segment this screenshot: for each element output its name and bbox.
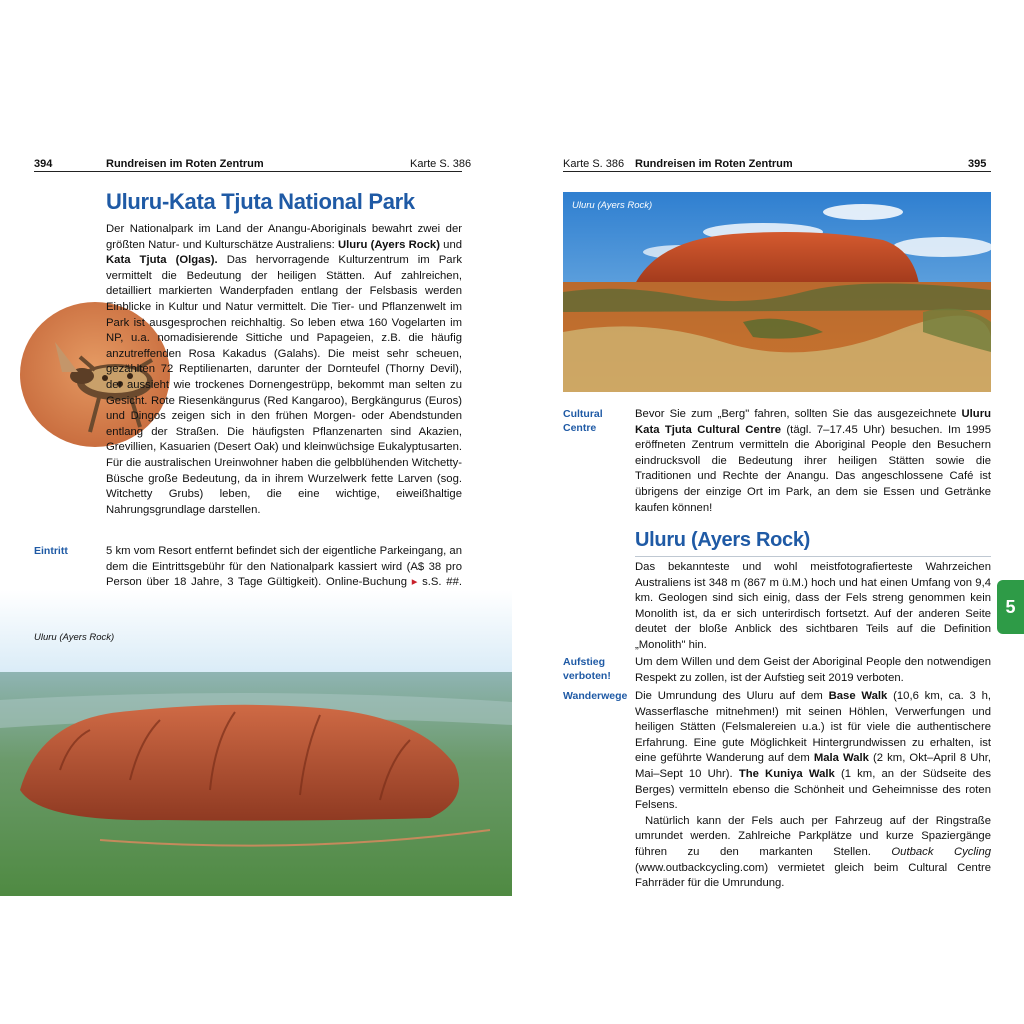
- right-photo-caption: Uluru (Ayers Rock): [572, 200, 653, 211]
- left-heading: Uluru-Kata Tjuta National Park: [106, 189, 415, 214]
- uluru-text: Das bekannteste und wohl meistfotografierteste Wahrzeichen Australiens ist 348 m (867 m ü.M.) hoch und hat einen Umfang von 9,4 km. Geologen sind sich einig, dass der Fels streng genommen kein Monolith ist, da er sich unterirdisch fortsetzt. Auf der anderen Seite deutet der bloße Anblick des sichtbaren Teils auf die Definition „Monolith" hin.: [635, 561, 991, 651]
- eintritt-text: 5 km vom Resort entfernt befindet sich der eigentliche Parkeingang, an dem die Eintrittsgebühr für den Nationalpark kassiert wird (A$ 38 pro Person über 18 Jahre, 3 Tage Gültigkeit). Online-Buchung ▸ s.S. ##.: [106, 545, 462, 589]
- right-map-ref: Karte S. 386: [563, 158, 625, 170]
- right-running-title: Rundreisen im Roten Zentrum: [635, 158, 793, 170]
- cultural-centre-label: Cultural Centre: [563, 408, 603, 434]
- left-map-ref: Karte S. 386: [410, 158, 472, 170]
- chapter-tab: [997, 580, 1024, 634]
- wanderwege-text: Die Umrundung des Uluru auf dem Base Walk (10,6 km, ca. 3 h, Wasserflasche mitnehmen!) mit seinen Höhlen, Verwerfungen und heiligen Stätten (Felsmalereien u.a.) ist für viele die authentischere Erfahrung. Eine gute Möglichkeit Hintergrundwissen zu erhalten, ist eine geführte Wanderung auf dem Mala Walk (2 km, Okt–April 8 Uhr, Mai–Sept 10 Uhr). The Kuniya Walk (1 km, an der Südseite des Berges) vermitteln ebenso die Schönheit und Geheimnisse des roten Felsens. Natürlich kann der Fels auch per Fahrzeug auf der Ringstraße umrundet werden. Zahlreiche Parkplätze und kurze Spaziergänge führen zu den markanten Stellen. Outback Cycling (www.outbackcycling.com) vermietet gleich beim Cultural Centre Fahrräder für die Umrundung.: [635, 690, 992, 890]
- chapter-number: 5: [1005, 597, 1016, 617]
- arrow-icon: ▸: [411, 576, 418, 589]
- aufstieg-text: Um dem Willen und dem Geist der Aboriginal People den notwendigen Respekt zu zollen, ist der Aufstieg seit 2019 verboten.: [635, 656, 991, 684]
- left-page-number: 394: [34, 158, 53, 170]
- right-header-rule: [563, 171, 991, 172]
- left-running-title: Rundreisen im Roten Zentrum: [106, 158, 264, 170]
- left-photo-caption: Uluru (Ayers Rock): [34, 632, 115, 643]
- right-page-number: 395: [968, 158, 987, 170]
- aufstieg-label: Aufstieg verboten!: [563, 656, 611, 682]
- left-header-rule: [34, 171, 462, 172]
- uluru-photo: [563, 192, 991, 392]
- wanderwege-label: Wanderwege: [563, 690, 628, 702]
- left-intro-text: Der Nationalpark im Land der Anangu-Aboriginals bewahrt zwei der größten Natur- und Kulturschätze Australiens: Uluru (Ayers Rock) und Kata Tjuta (Olgas). Das hervorragende Kulturzentrum im Park vermittelt die Bedeutung der heiligen Stätten. Auf zahlreichen, detailliert markierten Wanderpfaden entlang der Felsbasis werden Einblicke in Kultur und Natur vermittelt. Die Tier- und Pflanzenwelt im Park ist ausgesprochen reichhaltig. So leben etwa 160 Vogelarten im NP, u.a. nomadisierende Sittiche und Papageien, z.B. die häufig anzutreffenden Rosa Kakadus (Galahs). Die meist sehr scheuen, gezählten 72 Reptilienarten, darunter der Dornteufel (Thorny Devil), der aussieht wie trockenes Dornengestrüpp, bekommt man selten zu Gesicht. Rote Riesenkängurus (Red Kangaroo), Bergkängurus (Euros) und Dingos zeigen sich in den frühen Morgen- oder Abendstunden entlang der Straßen. Die häufigsten Pflanzenarten sind Akazien, Grevillien, Kasuarien (Desert Oak) und kleinwüchsige Eukalyptusarten. Für die australischen Ureinwohner haben die gelbblühenden Witchetty-Büsche große Bedeutung, da in ihrem Wurzelwerk fette Larven (sog. Witchetty Grubs) leben, die eine wichtige, eiweißhaltige Nahrungsgrundlage darstellen.: [106, 223, 463, 516]
- eintritt-label: Eintritt: [34, 545, 68, 557]
- right-heading-rule: [635, 556, 991, 557]
- cultural-centre-text: Bevor Sie zum „Berg" fahren, sollten Sie das ausgezeichnete Uluru Kata Tjuta Cultural Centre (tägl. 7–17.45 Uhr) besuchen. Im 1995 eröffneten Zentrum vermitteln die Aboriginal People den Besuchern eindrucksvoll die Bedeutung ihrer heiligen Stätten sowie die Traditionen und Rechte der Anangu. Das angeschlossene Café ist übrigens der einzige Ort im Park, an dem sie Essen und Getränke kaufen können!: [635, 408, 991, 514]
- right-heading: Uluru (Ayers Rock): [635, 529, 811, 551]
